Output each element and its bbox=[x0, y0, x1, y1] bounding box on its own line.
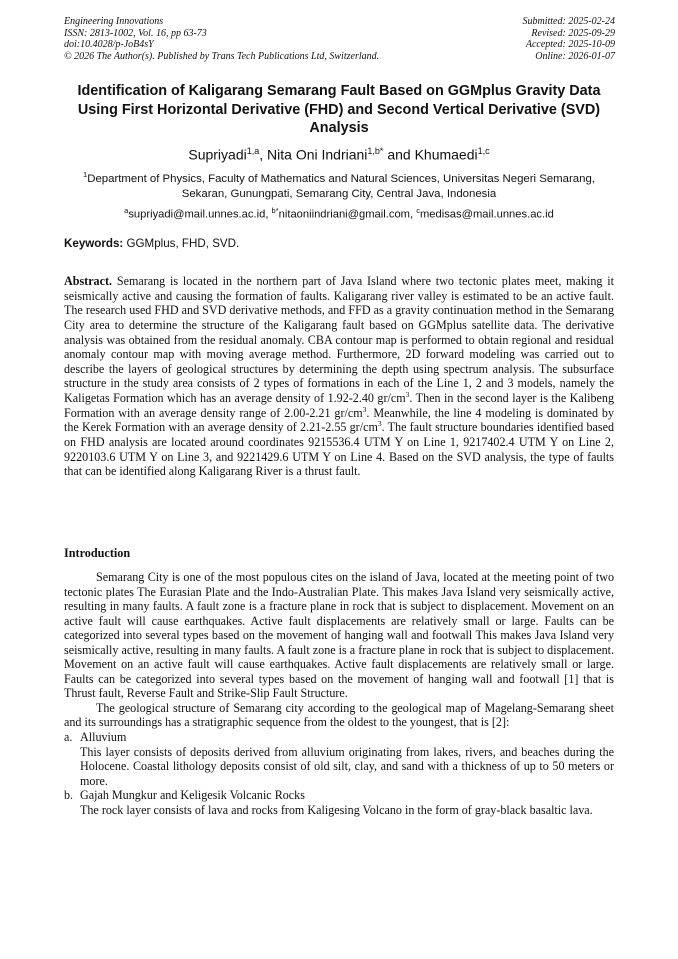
list-text: The rock layer consists of lava and rocks from Kaligesing Volcano in the form of gray-black basaltic lava. bbox=[80, 802, 593, 817]
journal-info bbox=[64, 16, 379, 62]
author-sup: 1,c bbox=[477, 146, 490, 156]
author-sup: 1,a bbox=[246, 146, 260, 156]
author-name: Supriyadi bbox=[188, 146, 247, 163]
email-sup: a bbox=[124, 206, 129, 215]
affiliation bbox=[70, 167, 608, 203]
abstract-text: . Meanwhile, the line 4 modeling is dominated by the Kerek Formation with an average density of 2.21-2.55 gr/cm bbox=[64, 405, 614, 435]
author-name: Nita Oni Indriani bbox=[267, 146, 368, 163]
submitted-date: Submitted: 2025-02-24 bbox=[522, 16, 615, 27]
abstract bbox=[64, 274, 614, 479]
list-title: Gajah Mungkur and Keligesik Volcanic Rocks bbox=[80, 788, 305, 803]
email-link[interactable]: nitaoniindriani@gmail.com bbox=[278, 208, 410, 221]
email-sup: c bbox=[416, 206, 420, 215]
history-dates bbox=[523, 16, 616, 62]
list-item bbox=[64, 788, 614, 817]
list-label: a. bbox=[64, 730, 73, 745]
email-sup: b* bbox=[271, 206, 279, 215]
copyright-line: © 2026 The Author(s). Published by Trans Tech Publications Ltd, Switzerland. bbox=[64, 50, 380, 62]
paper-title: Identification of Kaligarang Semarang Fault Based on GGMplus Gravity Data Using First Horizontal Derivative (FHD) and Second Vertical Derivative (SVD) Analysis bbox=[77, 83, 601, 137]
superscript: 3 bbox=[377, 419, 382, 429]
abstract-text: Semarang is located in the northern part of Java Island where two tectonic plates meet, making it seismically active and causing the formation of faults. Kaligarang river valley is estimated to be an active fault. The research used FHD and SVD derivative methods, and FFD as a gravity continuation method in the Semarang City area to determine the structure of the Kaligarang fault based on GGMplus satellite data. The derivative analysis was obtained from the residual anomaly. CBA contour map is performed to obtain regional and residual anomaly contour map with moving average method. Furthermore, 2D forward modeling was carried out to describe the layers of geological structures by determining the depth using spectrum analysis. The subsurface structure in the study area consists of 2 types of formations in each of the Line 1, 2 and 3 models, namely the Kaligetas Formation which has an average density of 1.92-2.40 gr/cm bbox=[64, 274, 614, 405]
revised-date: Revised: 2025-09-29 bbox=[531, 27, 615, 39]
author-sep: , bbox=[259, 146, 268, 163]
abstract-text: . The fault structure boundaries identified based on FHD analysis are located around coordinates 9215536.4 UTM Y on Line 1, 9217402.4 UTM Y on Line 2, 9220103.6 UTM Y on Line 3, and 9221429.6 UTM Y on Line 4. Based on the SVD analysis, the type of faults that can be identified along Kaligarang River is a thrust fault. bbox=[64, 420, 615, 479]
keywords-text: GGMplus, FHD, SVD. bbox=[126, 237, 240, 250]
keywords-label: Keywords: bbox=[64, 237, 124, 250]
email-list: $^a$supriyadi@mail.unnes.ac.id, $^{b*}$nitaoniindriani@gmail.com, $^c$medisas@mail.unnes.ac.id bbox=[124, 206, 554, 221]
abstract-label: Abstract. bbox=[64, 274, 113, 288]
list-item bbox=[64, 730, 614, 788]
keywords bbox=[64, 237, 239, 250]
affiliation-sup: 1 bbox=[83, 170, 88, 179]
email-link[interactable]: supriyadi@mail.unnes.ac.id bbox=[128, 208, 266, 221]
online-date: Online: 2026-01-07 bbox=[535, 50, 615, 62]
superscript: 3 bbox=[405, 389, 410, 399]
list-label: b. bbox=[64, 788, 74, 803]
doi-line: doi:10.4028/p-JoB4sY bbox=[64, 39, 154, 51]
author-sep: and bbox=[383, 146, 415, 163]
affiliation-text: Department of Physics, Faculty of Mathematics and Natural Sciences, Universitas Negeri Semarang, Sekaran, Gunungpati, Semarang City, Central Java, Indonesia bbox=[87, 172, 595, 201]
author-list bbox=[40, 142, 638, 164]
email-link[interactable]: medisas@mail.unnes.ac.id bbox=[419, 208, 554, 221]
section-heading: Introduction bbox=[64, 546, 131, 560]
list-title: Alluvium bbox=[80, 730, 127, 745]
superscript: 3 bbox=[362, 404, 367, 414]
introduction-body bbox=[64, 570, 614, 817]
abstract-text: . Then in the second layer is the Kalibeng Formation with an average density range of 2.00-2.21 gr/cm bbox=[64, 391, 614, 420]
issn-line: ISSN: 2813-1002, Vol. 16, pp 63-73 bbox=[64, 27, 207, 39]
author-sup: 1,b* bbox=[367, 146, 384, 156]
paragraph: The geological structure of Semarang city according to the geological map of Magelang-Semarang sheet and its surroundings has a stratigraphic sequence from the oldest to the youngest, that is [2]: bbox=[64, 700, 614, 730]
paragraph: Semarang City is one of the most populous cites on the island of Java, located at the meeting point of two tectonic plates The Eurasian Plate and the Indo-Australian Plate. This makes Java Island very seismically active, resulting in many faults. A fault zone is a fracture plane in rock that is subject to displacement. Movement on an active fault will cause earthquakes. Active fault displacements are relatively small or large. Faults can be categorized into several types based on the movement of hanging wall and footwall This makes Java Island very seismically active, resulting in many faults. A fault zone is a fracture plane in rock that is subject to displacement. Movement on an active fault will cause earthquakes. Active fault displacements are relatively small or large. Faults can be categorized into several types based on the movement of hanging wall and footwall [1] that is Thrust fault, Reverse Fault and Strike-Slip Fault Structure. bbox=[64, 570, 614, 701]
journal-name: Engineering Innovations bbox=[64, 16, 164, 27]
list-text: This layer consists of deposits derived from alluvium originating from lakes, rivers, and beaches during the Holocene. Coastal lithology deposits consist of old silt, clay, and sand with a thickness of up to 50 meters or more. bbox=[80, 744, 614, 788]
accepted-date: Accepted: 2025-10-09 bbox=[525, 39, 615, 51]
author-name: Khumaedi bbox=[414, 146, 478, 163]
